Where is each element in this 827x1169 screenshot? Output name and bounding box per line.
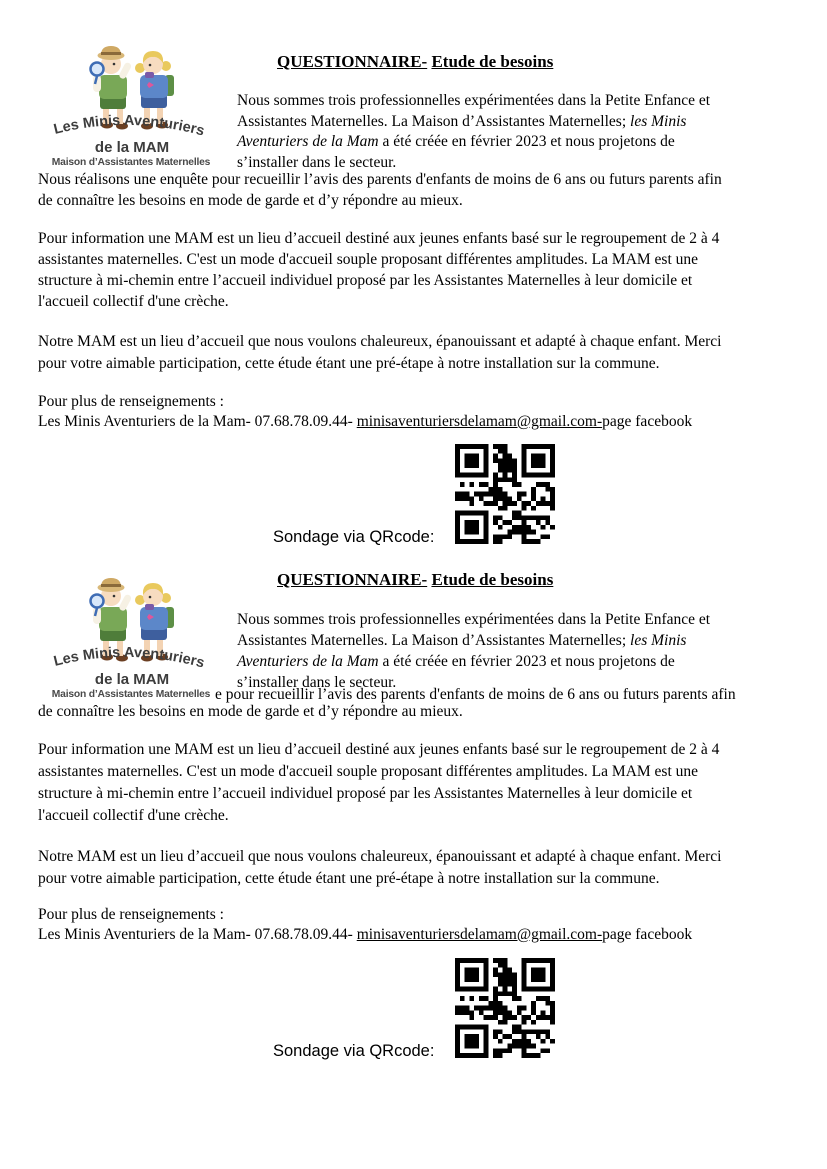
intro-line [237, 132, 710, 153]
title-main: QUESTIONNAIRE- [277, 570, 428, 589]
mam-info-paragraph [38, 228, 719, 312]
survey-line-clipped: e pour recueillir l’avis des parents d'enfants de moins de 6 ans ou futurs parents afin [215, 686, 736, 703]
our-mam-line: Notre MAM est un lieu d’accueil que nous voulons chaleureux, épanouissant et adapté à chaque enfant. Merci [38, 848, 722, 865]
qr-survey-label: Sondage via QRcode: [273, 1042, 435, 1060]
more-info-label: Pour plus de renseignements : [38, 393, 224, 410]
intro-line [237, 112, 710, 133]
title-sub: Etude de besoins [431, 570, 554, 589]
more-info-label: Pour plus de renseignements : [38, 906, 224, 923]
logo-subtitle: de la MAM [94, 139, 170, 156]
info-line: l'accueil collectif d'une crèche. [38, 293, 229, 310]
logo-caption: Maison d’Assistantes Maternelles [51, 157, 211, 168]
our-mam-paragraph [38, 846, 722, 889]
our-mam-line: pour votre aimable participation, cette étude étant une pré-étape à notre installation sur la commune. [38, 869, 660, 887]
intro-line3-plain: a été créée en février 2023 et nous projetons de [378, 133, 675, 150]
our-mam-line: pour votre aimable participation, cette étude étant une pré-étape à notre installation sur la commune. [38, 354, 660, 372]
logo-caption: Maison d’Assistantes Maternelles [51, 689, 211, 700]
info-line: structure à mi-chemin entre l’accueil individuel proposé par les Assistantes Maternelles à leur domicile et [38, 272, 693, 289]
info-line: assistantes maternelles. C'est un mode d'accueil souple proposant différentes amplitudes. La MAM est une [38, 763, 699, 780]
contact-line [38, 413, 692, 431]
page-title [277, 52, 553, 72]
survey-paragraph [38, 170, 722, 211]
intro-line2-italic: les Minis [630, 112, 687, 130]
survey-line: Nous réalisons une enquête pour recueillir l’avis des parents d'enfants de moins de 6 ans ou futurs parents afin [38, 171, 722, 188]
intro-line: s’installer dans le secteur. [237, 153, 397, 171]
contact-prefix: Les Minis Aventuriers de la Mam- 07.68.78.09.44- [38, 413, 357, 430]
info-line: Pour information une MAM est un lieu d’accueil destiné aux jeunes enfants basé sur le regroupement de 2 à 4 [38, 230, 720, 247]
intro-line: Nous sommes trois professionnelles expérimentées dans la Petite Enfance et [237, 92, 711, 109]
intro-line3-italic: Aventuriers de la Mam [237, 653, 379, 670]
mam-logo-illustration [45, 46, 220, 171]
intro-paragraph [237, 91, 710, 173]
survey-line: de connaître les besoins en mode de garde et d’y répondre au mieux. [38, 191, 463, 209]
survey-line: de connaître les besoins en mode de garde et d’y répondre au mieux. [38, 703, 463, 720]
intro-line2-italic: les Minis [630, 632, 687, 649]
intro-line2-plain: Assistantes Maternelles. La Maison d’Assistantes Maternelles; [237, 632, 631, 649]
email-link[interactable]: minisaventuriersdelamam@gmail.com- [356, 926, 603, 943]
title-main: QUESTIONNAIRE- [277, 52, 428, 71]
email-link[interactable]: minisaventuriersdelamam@gmail.com- [356, 413, 603, 430]
intro-line2-plain: Assistantes Maternelles. La Maison d’Assistantes Maternelles; [237, 112, 631, 130]
intro-line: Nous sommes trois professionnelles expérimentées dans la Petite Enfance et [237, 611, 711, 628]
our-mam-paragraph [38, 331, 722, 374]
intro-paragraph [237, 609, 710, 693]
contact-suffix: page facebook [602, 413, 693, 430]
qr-survey-label: Sondage via QRcode: [273, 528, 435, 546]
qr-code [455, 958, 555, 1058]
contact-line [38, 926, 692, 944]
info-line: Pour information une MAM est un lieu d’accueil destiné aux jeunes enfants basé sur le regroupement de 2 à 4 [38, 741, 720, 758]
our-mam-line: Notre MAM est un lieu d’accueil que nous voulons chaleureux, épanouissant et adapté à chaque enfant. Merci [38, 333, 722, 350]
mam-logo [45, 46, 220, 171]
logo-arc-text: Les Minis Aventuriers [52, 644, 207, 672]
intro-line [237, 651, 710, 672]
intro-line [237, 630, 710, 651]
contact-suffix: page facebook [602, 926, 693, 943]
mam-logo [45, 578, 220, 703]
page-title [277, 570, 553, 590]
title-sub: Etude de besoins [431, 52, 554, 71]
contact-prefix: Les Minis Aventuriers de la Mam- 07.68.78.09.44- [38, 926, 357, 943]
info-line: l'accueil collectif d'une crèche. [38, 807, 229, 824]
mam-logo-illustration [45, 578, 220, 703]
logo-subtitle: de la MAM [94, 671, 170, 688]
intro-line: s’installer dans le secteur. [237, 674, 397, 691]
qr-code [455, 444, 555, 544]
intro-line3-italic: Aventuriers de la Mam [237, 133, 379, 150]
mam-info-paragraph [38, 739, 719, 827]
info-line: structure à mi-chemin entre l’accueil individuel proposé par les Assistantes Maternelles à leur domicile et [38, 785, 693, 802]
logo-arc-text: Les Minis Aventuriers [52, 112, 207, 140]
info-line: assistantes maternelles. C'est un mode d'accueil souple proposant différentes amplitudes. La MAM est une [38, 251, 699, 268]
intro-line3-plain: a été créée en février 2023 et nous projetons de [378, 653, 675, 670]
svg-text:Les Minis Aventuriers [52, 113, 206, 140]
